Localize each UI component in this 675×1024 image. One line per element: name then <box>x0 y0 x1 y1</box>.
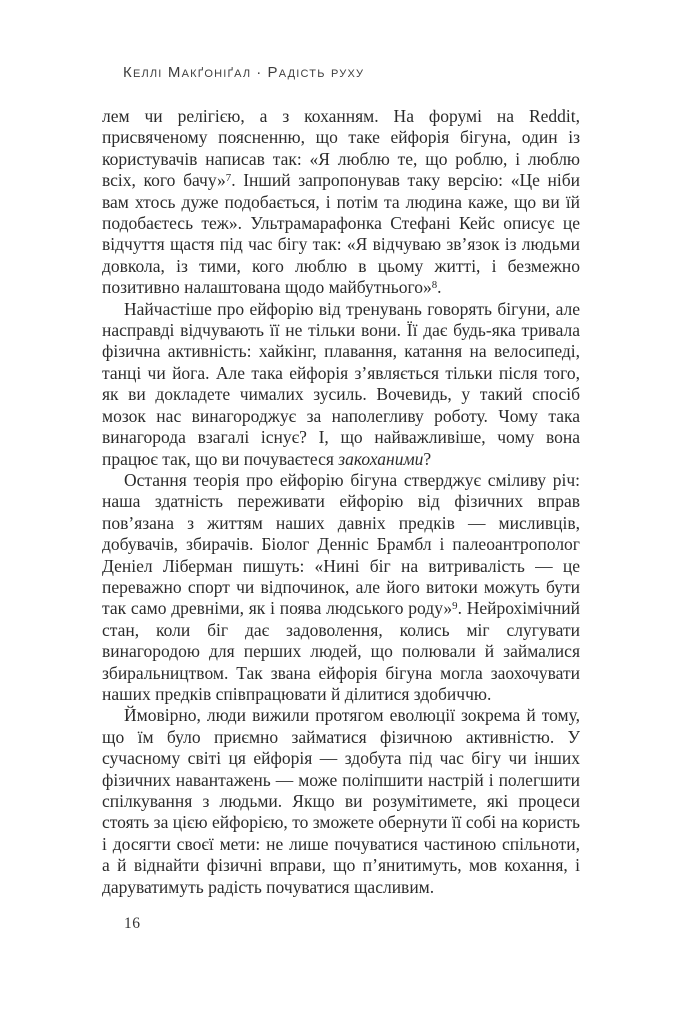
running-head-separator: · <box>256 64 263 81</box>
footnote-ref: 7 <box>225 172 232 185</box>
footnote-ref: 9 <box>452 600 458 613</box>
text-segment: Остання теорія про ейфорію бігуна стверджує сміливу річ: наша здатність переживати ейфорію від фізичних вправ пов’язана з життям наших давніх предків — мисливців, добувачів, збирачів. Біолог Денніс Брамбл і палеоантрополог Деніел Ліберман пишуть: «Нині біг на витривалість — це переважно спорт чи відпочинок, але його витоки можуть бути так само древніми, як і поява людського роду» <box>102 469 580 619</box>
footnote-ref: 8 <box>431 279 438 292</box>
running-head <box>123 64 364 81</box>
running-head-title: Радість руху <box>267 64 365 81</box>
text-segment: . Інший запропонував таку версію: «Це ніби вам хтось дуже подобається, і потім та людина каже, що ви їй подобаєтесь теж». Ультрамарафонка Стефані Кейс описує це відчуття щастя під час бігу так: «Я відчуваю зв’язок із людьми довкола, із тими, кого люблю в цьому житті, і безмежно позитивно налаштована щодо майбутнього» <box>102 170 580 298</box>
paragraph <box>102 299 580 470</box>
paragraph <box>102 106 580 299</box>
paragraph <box>102 470 580 705</box>
running-head-author: Келлі Макґоніґал <box>123 64 252 81</box>
text-segment: . Нейрохімічний стан, коли біг дає задоволення, колись міг слугувати винагородою для перших людей, що полювали й займалися збиральництвом. Так звана ейфорія бігуна могла заохочувати наших предків співпрацювати й ділитися здобиччю. <box>102 598 580 704</box>
text-segment: Ймовірно, люди вижили протягом еволюції зокрема й тому, що їм було приємно займатися фізичною активністю. У сучасному світі ця ейфорія — здобута під час бігу чи інших фізичних навантажень — може поліпшити настрій і полегшити спілкування з людьми. Якщо ви розумітимете, які процеси стоять за цією ейфорією, то зможете обернути її собі на користь і досягти своєї мети: не лише почуватися частиною спільноти, а й віднайти фізичні вправи, що п’янитимуть, мов кохання, і даруватимуть радість почуватися щасливим. <box>102 705 580 897</box>
text-segment: Найчастіше про ейфорію від тренувань говорять бігуни, але насправді відчувають її не тільки вони. Її дає будь-яка тривала фізична активність: хайкінг, плавання, катання на велосипеді, танці чи йога. Але така ейфорія з’являється тільки після того, як ви докладете чималих зусиль. Вочевидь, у такий спосіб мозок нас винагороджує за наполегливу роботу. Чому така винагорода взагалі існує? І, що найважливіше, чому вона працює так, що ви почуваєтеся <box>102 298 580 469</box>
text-segment: лем чи релігією, а з коханням. На форумі на Reddit, присвяченому поясненню, що таке ейфорія бігуна, один із користувачів написав так: «Я люблю те, що роблю, і люблю всіх, кого бачу» <box>102 106 580 191</box>
body-text <box>102 106 580 898</box>
page-number: 16 <box>124 915 141 932</box>
text-segment: закоханими <box>338 448 424 469</box>
paragraph <box>102 705 580 898</box>
text-segment: ? <box>423 448 432 469</box>
text-segment: . <box>437 277 442 298</box>
